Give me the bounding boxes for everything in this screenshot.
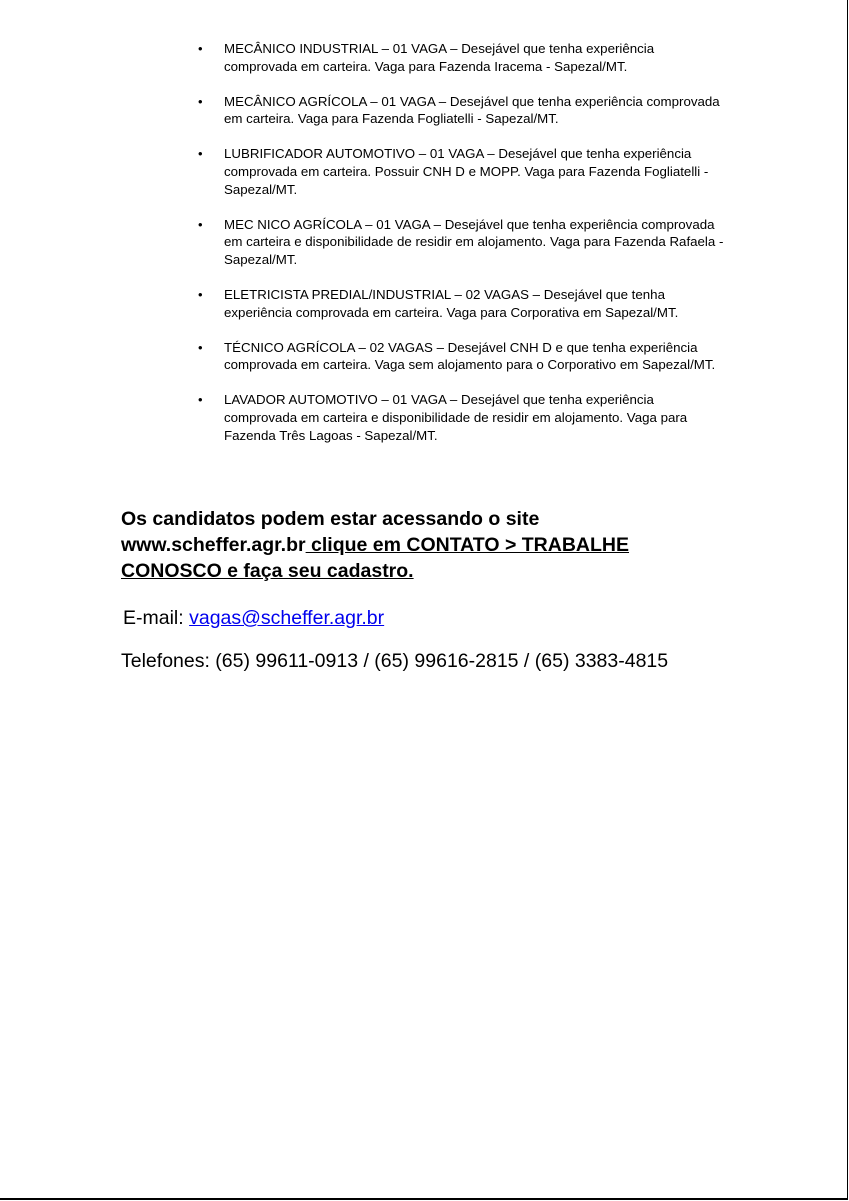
bullet-icon: • [198, 339, 203, 355]
job-opening-lubrificador-automotivo [198, 145, 728, 198]
cta-site: www.scheffer.agr.br [121, 534, 306, 556]
email-link[interactable]: vagas@scheffer.agr.br [189, 607, 385, 629]
job-opening-eletricista [198, 286, 728, 322]
bullet-icon: • [198, 41, 203, 56]
job-opening-tecnico-agricola [198, 339, 728, 375]
job-opening-text: TÉCNICO AGRÍCOLA – 02 VAGAS – Desejável CNH D e que tenha experiência comprovada em carteira. Vaga sem alojamento para o Corporativo em Sapezal/MT. [224, 339, 716, 373]
phone-line: Telefones: (65) 99611-0913 / (65) 99616-2815 / (65) 3383-4815 [121, 650, 669, 672]
application-instructions [121, 506, 681, 584]
job-opening-text: MECÂNICO AGRÍCOLA – 01 VAGA – Desejável que tenha experiência comprovada em carteira. Vaga para Fazenda Fogliatelli - Sapezal/MT. [224, 93, 720, 127]
bullet-icon: • [198, 146, 203, 162]
job-opening-mecanico-industrial [198, 40, 728, 76]
job-opening-mecanico-agricola [198, 93, 728, 129]
bullet-icon: • [198, 93, 203, 109]
job-opening-text: ELETRICISTA PREDIAL/INDUSTRIAL – 02 VAGAS – Desejável que tenha experiência comprovada em carteira. Vaga para Corporativa em Sapezal/MT. [224, 286, 679, 320]
job-opening-text: MECÂNICO INDUSTRIAL – 01 VAGA – Desejável que tenha experiência comprovada em carteira. Vaga para Fazenda Iracema - Sapezal/MT. [224, 41, 655, 74]
job-openings-list [198, 40, 728, 462]
job-opening-text: LUBRIFICADOR AUTOMOTIVO – 01 VAGA – Desejável que tenha experiência comprovada em carteira. Possuir CNH D e MOPP. Vaga para Fazenda Fogliatelli - Sapezal/MT. [224, 146, 709, 197]
cta-intro: Os candidatos podem estar acessando o site [121, 508, 540, 530]
bullet-icon: • [198, 216, 203, 232]
email-label: E-mail: [123, 607, 190, 629]
email-line [123, 606, 384, 630]
cta-instruction: clique em CONTATO > TRABALHE CONOSCO e faça seu cadastro. [121, 534, 630, 582]
bullet-icon: • [198, 392, 203, 408]
job-opening-mecanico-agricola-rafaela [198, 216, 728, 269]
bullet-icon: • [198, 286, 203, 302]
job-opening-text: MEC NICO AGRÍCOLA – 01 VAGA – Desejável que tenha experiência comprovada em carteira e disponibilidade de residir em alojamento. Vaga para Fazenda Rafaela - Sapezal/MT. [224, 216, 724, 268]
job-opening-lavador-automotivo [198, 391, 728, 444]
job-opening-text: LAVADOR AUTOMOTIVO – 01 VAGA – Desejável que tenha experiência comprovada em carteira e disponibilidade de residir em alojamento. Vaga para Fazenda Três Lagoas - Sapezal/MT. [224, 392, 688, 443]
